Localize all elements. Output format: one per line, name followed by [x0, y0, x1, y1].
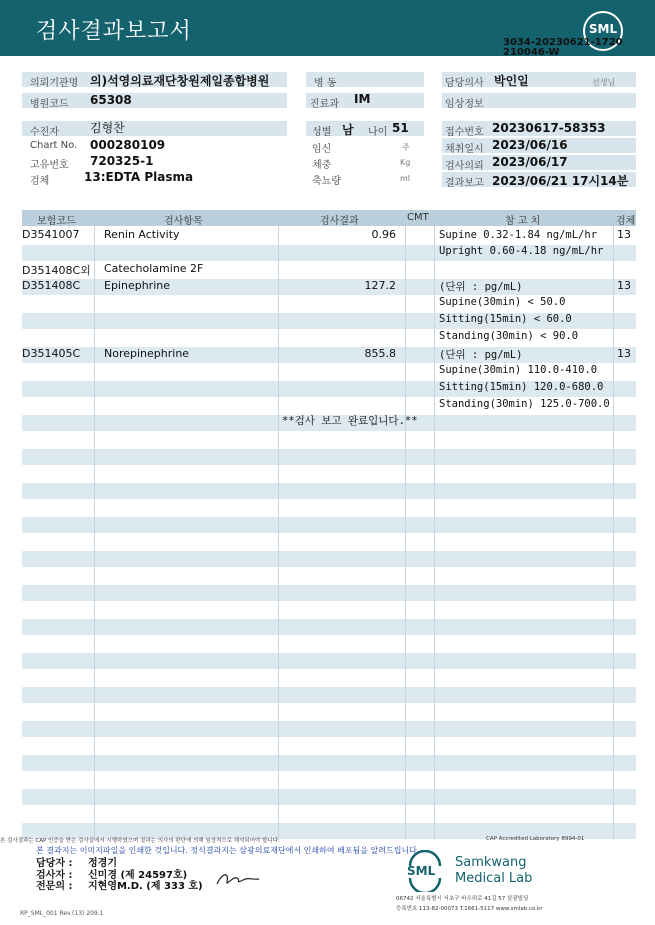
urine-unit: ml: [400, 174, 411, 183]
doctor-suffix: 선생님: [592, 78, 616, 87]
col-divider: [434, 226, 435, 840]
document-number: [503, 38, 623, 58]
chart-value: 000280109: [90, 138, 166, 152]
table-stripe: [22, 789, 636, 805]
row-specimen: 13: [617, 279, 631, 292]
table-stripe: [22, 653, 636, 669]
specimen-value: 13:EDTA Plasma: [84, 170, 194, 184]
table-stripe: [22, 585, 636, 601]
doctor-label: 담당의사: [445, 78, 484, 89]
staff-value: 정경기: [88, 858, 117, 869]
col-divider: [278, 226, 279, 840]
examiner-label: 검사자 :: [36, 870, 73, 881]
hospital-code-value: 65308: [90, 93, 132, 107]
print-notice: 본 결과지는 이미지파일을 인쇄한 것입니다. 정식결과지는 삼광의료재단에서 인쇄하여 배포됨을 알려드립니다.: [36, 846, 420, 855]
row-item: Epinephrine: [104, 279, 170, 292]
row-ref: Sitting(15min) 120.0-680.0: [439, 381, 604, 393]
receipt-label: 접수번호: [445, 127, 484, 138]
row-code: D351408C외: [22, 264, 91, 277]
table-stripe: [22, 449, 636, 465]
form-code: RP_SML_001 Rev.(13) 209.1: [20, 910, 104, 917]
signature-icon: [215, 868, 261, 888]
row-ref: (단위 : pg/mL): [439, 349, 523, 361]
lab-logo-text: SML: [407, 864, 436, 878]
dept-value: IM: [354, 92, 371, 106]
row-result: 127.2: [364, 279, 396, 292]
col-cmt: CMT: [407, 212, 429, 223]
col-divider: [613, 226, 614, 840]
row-item: Norepinephrine: [104, 347, 190, 360]
table-stripe: [22, 551, 636, 567]
report-label: 결과보고: [445, 178, 484, 189]
row-item: Renin Activity: [104, 228, 180, 241]
row-ref: Standing(30min) < 90.0: [439, 330, 579, 342]
pregnancy-unit: 주: [402, 143, 410, 152]
col-item: 검사항목: [164, 216, 203, 227]
examiner-value: 신미경 (제 24597호): [88, 870, 188, 881]
id-value: 720325-1: [90, 154, 154, 168]
document-number-line1: 3034-20230621-1720: [503, 37, 623, 48]
table-stripe: [22, 721, 636, 737]
table-stripe: [22, 517, 636, 533]
patient-row: [22, 121, 287, 136]
specialist-label: 전문의 :: [36, 881, 73, 892]
row-ref: Sitting(15min) < 60.0: [439, 313, 572, 325]
row-ref: Supine(30min) < 50.0: [439, 296, 566, 308]
completion-note: **검사 보고 완료입니다.**: [282, 415, 418, 427]
specimen-label: 검체: [30, 176, 50, 187]
row-ref: Supine(30min) 110.0-410.0: [439, 364, 598, 376]
document-number-line2: 210046-W: [503, 47, 560, 58]
patient-label: 수진자: [30, 127, 59, 138]
lab-name-line1: Samkwang: [455, 855, 527, 870]
collect-value: 2023/06/16: [492, 138, 568, 152]
ward-label: 병 동: [314, 78, 337, 89]
chart-label: Chart No.: [30, 140, 78, 151]
page-title: 검사결과보고서: [36, 19, 192, 44]
table-stripe: [22, 687, 636, 703]
col-ref: 참 고 치: [505, 216, 541, 227]
col-divider: [94, 226, 95, 840]
request-value: 2023/06/17: [492, 155, 568, 169]
row-ref: (단위 : pg/mL): [439, 281, 523, 293]
sml-logo-text: SML: [588, 22, 618, 36]
row-code: D3541007: [22, 228, 80, 241]
age-label: 나이: [368, 127, 388, 138]
report-value: 2023/06/21 17시14분: [492, 174, 629, 188]
col-result: 검사결과: [320, 216, 359, 227]
col-code: 보험코드: [37, 216, 76, 227]
row-ref: Standing(30min) 125.0-700.0: [439, 398, 610, 410]
row-result: 855.8: [364, 347, 396, 360]
institution-label: 의뢰기관명: [30, 78, 79, 89]
table-stripe: [22, 483, 636, 499]
row-result: 0.96: [371, 228, 396, 241]
cap-accreditation: CAP Accredited Laboratory 8994-01: [486, 836, 585, 842]
weight-label: 체중: [312, 160, 332, 171]
clinical-label: 임상정보: [445, 99, 484, 110]
row-code: D351405C: [22, 347, 81, 360]
lab-name-line2: Medical Lab: [455, 871, 533, 886]
lab-phone: 등록번호 113-82-00073 T.1661-5117 www.smlab.co.kr: [396, 906, 543, 912]
lab-address: 06742 서울특별시 서초구 바우뫼로 41길 57 삼광빌딩: [396, 896, 529, 902]
institution-value: 의)석영의료재단창원제일종합병원: [90, 74, 270, 88]
col-specimen: 검체: [616, 216, 636, 227]
row-ref: Supine 0.32-1.84 ng/mL/hr: [439, 229, 598, 241]
doctor-value: 박인일: [494, 74, 529, 88]
row-ref: Upright 0.60-4.18 ng/mL/hr: [439, 245, 604, 257]
urine-label: 축뇨량: [312, 176, 341, 187]
dept-label: 진료과: [310, 99, 339, 110]
row-specimen: 13: [617, 228, 631, 241]
col-divider: [405, 226, 406, 840]
receipt-value: 20230617-58353: [492, 121, 606, 135]
request-label: 검사의뢰: [445, 161, 484, 172]
collect-label: 채취일시: [445, 144, 484, 155]
row-item: Catecholamine 2F: [104, 262, 204, 275]
pregnancy-label: 임신: [312, 144, 332, 155]
table-stripe: [22, 755, 636, 771]
age-value: 51: [392, 121, 409, 135]
table-stripe: [22, 619, 636, 635]
sex-value: 남: [342, 123, 354, 137]
row-code: D351408C: [22, 279, 81, 292]
weight-unit: Kg: [400, 158, 411, 167]
specialist-value: 지현영M.D. (제 333 호): [88, 881, 203, 892]
cap-statement: 본 검사결과는 CAP 인증을 받은 검사실에서 시행하였으며 결과는 의사의 판단에 의해 임상적으로 해석되어야 합니다.: [0, 838, 280, 844]
patient-value: 김형찬: [90, 121, 125, 135]
row-specimen: 13: [617, 347, 631, 360]
id-label: 고유번호: [30, 160, 69, 171]
hospital-code-label: 병원코드: [30, 99, 69, 110]
staff-label: 담당자 :: [36, 858, 73, 869]
sex-label: 성별: [312, 127, 332, 138]
